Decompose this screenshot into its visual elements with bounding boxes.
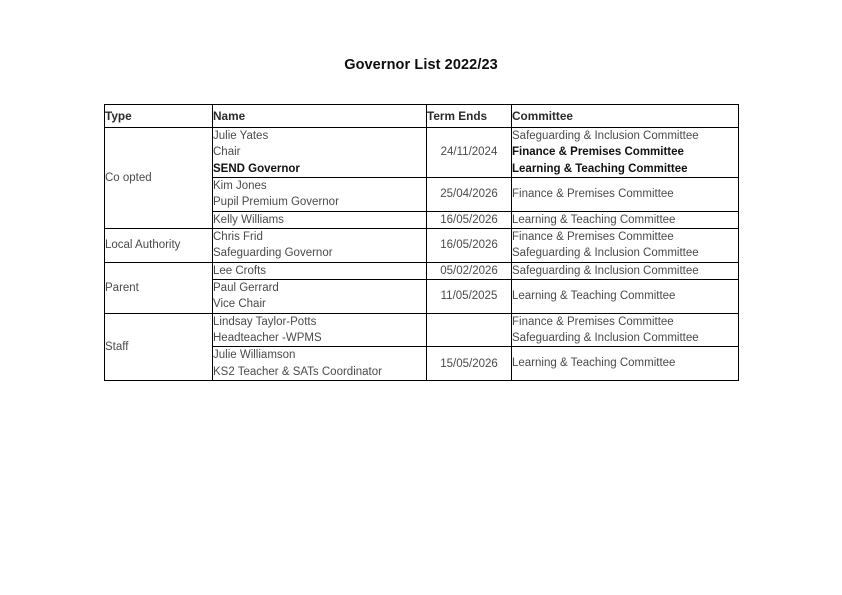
table-header xyxy=(105,105,739,128)
table-body xyxy=(105,128,739,381)
term-ends-cell: 05/02/2026 xyxy=(427,262,512,279)
governor-name-cell xyxy=(213,279,427,313)
governor-name-line: Pupil Premium Governor xyxy=(213,196,339,209)
governor-name-line: Chair xyxy=(213,146,241,159)
committee-cell xyxy=(512,279,739,313)
committee-line: Safeguarding & Inclusion Committee xyxy=(512,331,699,344)
term-ends-cell: 24/11/2024 xyxy=(427,128,512,178)
governor-name-line: Chris Frid xyxy=(213,230,263,243)
committee-line: Learning & Teaching Committee xyxy=(512,290,676,303)
governor-name-line: Paul Gerrard xyxy=(213,281,279,294)
table-row xyxy=(105,313,739,347)
committee-cell xyxy=(512,177,739,211)
committee-line: Safeguarding & Inclusion Committee xyxy=(512,264,699,277)
committee-line: Learning & Teaching Committee xyxy=(512,213,676,226)
column-header-committee: Committee xyxy=(512,105,739,128)
governor-name-line: Vice Chair xyxy=(213,298,266,311)
committee-cell xyxy=(512,211,739,228)
governor-name-line: Lee Crofts xyxy=(213,264,267,277)
governor-name-line: SEND Governor xyxy=(213,162,300,175)
governor-type-cell: Co opted xyxy=(105,128,213,229)
column-header-type: Type xyxy=(105,105,213,128)
table-header-row xyxy=(105,105,739,128)
committee-line: Finance & Premises Committee xyxy=(512,315,674,328)
committee-line: Learning & Teaching Committee xyxy=(512,357,676,370)
governor-name-cell xyxy=(213,177,427,211)
page-title: Governor List 2022/23 xyxy=(344,57,498,73)
term-ends-cell: 16/05/2026 xyxy=(427,211,512,228)
governor-name-line: Headteacher -WPMS xyxy=(213,331,322,344)
governor-name-line: Safeguarding Governor xyxy=(213,247,333,260)
committee-cell xyxy=(512,128,739,178)
committee-line: Learning & Teaching Committee xyxy=(512,162,688,175)
committee-line: Finance & Premises Committee xyxy=(512,188,674,201)
governor-name-line: Lindsay Taylor-Potts xyxy=(213,315,317,328)
governor-type-cell: Local Authority xyxy=(105,228,213,262)
table-row xyxy=(105,228,739,262)
committee-line: Finance & Premises Committee xyxy=(512,230,674,243)
table-row xyxy=(105,262,739,279)
committee-cell xyxy=(512,262,739,279)
committee-cell xyxy=(512,228,739,262)
governor-name-line: Kim Jones xyxy=(213,179,267,192)
governor-name-cell xyxy=(213,313,427,347)
governor-type-cell: Parent xyxy=(105,262,213,313)
committee-line: Safeguarding & Inclusion Committee xyxy=(512,130,699,142)
governor-name-cell xyxy=(213,262,427,279)
governor-name-line: KS2 Teacher & SATs Coordinator xyxy=(213,365,382,378)
governor-table-container xyxy=(104,104,738,381)
table-row xyxy=(105,128,739,178)
governor-name-cell xyxy=(213,228,427,262)
committee-line: Finance & Premises Committee xyxy=(512,146,684,159)
governor-name-cell xyxy=(213,211,427,228)
governor-name-line: Kelly Williams xyxy=(213,213,284,226)
committee-cell xyxy=(512,347,739,381)
term-ends-cell: 11/05/2025 xyxy=(427,279,512,313)
governor-name-line: Julie Williamson xyxy=(213,349,296,362)
governor-name-line: Julie Yates xyxy=(213,130,269,142)
committee-cell xyxy=(512,313,739,347)
term-ends-cell: 15/05/2026 xyxy=(427,347,512,381)
column-header-term-ends: Term Ends xyxy=(427,105,512,128)
column-header-name: Name xyxy=(213,105,427,128)
governor-type-cell: Staff xyxy=(105,313,213,380)
governor-table xyxy=(104,104,739,381)
committee-line: Safeguarding & Inclusion Committee xyxy=(512,247,699,260)
governor-name-cell xyxy=(213,128,427,178)
governor-name-cell xyxy=(213,347,427,381)
term-ends-cell xyxy=(427,313,512,347)
term-ends-cell: 16/05/2026 xyxy=(427,228,512,262)
term-ends-cell: 25/04/2026 xyxy=(427,177,512,211)
